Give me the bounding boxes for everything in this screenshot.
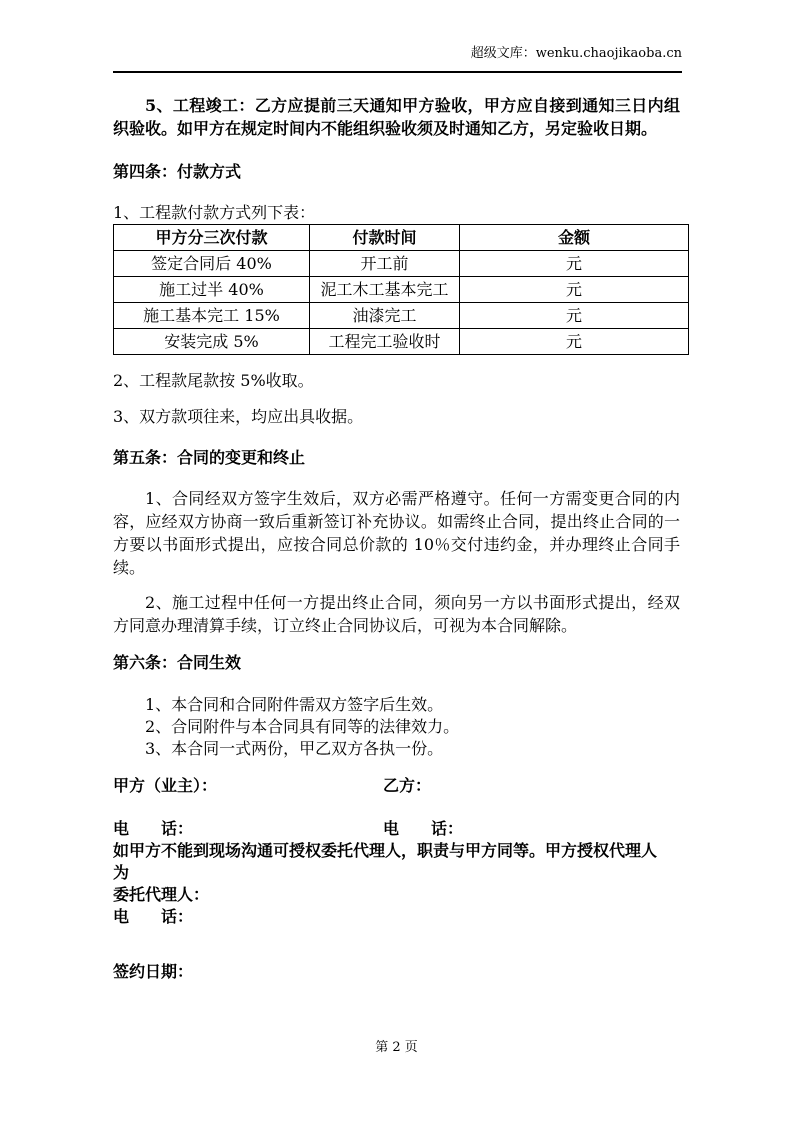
delegate-note-line2: 为	[113, 863, 130, 882]
party-a-label: 甲方（业主）：	[113, 776, 218, 795]
clause5-item1-paragraph: 1、合同经双方签字生效后，双方必需严格遵守。任何一方需变更合同的内容，应经双方协商一致后重新签订补充协议。如需终止合同，提出终止合同的一方要以书面形式提出，应按合同总价款的 10％交付违约金，并办理终止合同手续。	[113, 489, 680, 577]
clause3-item5-paragraph: 5、工程竣工：乙方应提前三天通知甲方验收，甲方应自接到通知三日内组织验收。如甲方在规定时间内不能组织验收须及时通知乙方，另定验收日期。	[113, 96, 680, 138]
clause6-item3: 3、本合同一式两份，甲乙双方各执一份。	[145, 739, 444, 758]
clause4-item1: 1、工程款付款方式列下表：	[113, 203, 316, 222]
document-body	[113, 94, 680, 983]
clause6-item2: 2、合同附件与本合同具有同等的法律效力。	[145, 717, 460, 736]
signature-party-row	[113, 774, 680, 797]
table-cell: 安装完成 5%	[114, 329, 310, 355]
clause4-item3: 3、双方款项往来，均应出具收据。	[113, 407, 364, 426]
clause4-item2: 2、工程款尾款按 5%收取。	[113, 371, 314, 390]
table-header-row	[114, 225, 689, 251]
table-row	[114, 277, 689, 303]
payment-schedule-table	[113, 224, 689, 355]
clause6-title: 第六条：合同生效	[113, 653, 242, 672]
page-header	[113, 46, 682, 73]
table-header-cell: 甲方分三次付款	[114, 225, 310, 251]
table-cell: 开工前	[310, 251, 460, 277]
table-row	[114, 329, 689, 355]
sign-date-label: 签约日期：	[113, 962, 194, 981]
page-number: 第 2 页	[375, 1040, 418, 1055]
table-row	[114, 251, 689, 277]
party-a-phone-label: 电 话：	[113, 819, 194, 838]
table-cell: 施工过半 40%	[114, 277, 310, 303]
signature-phone-row	[113, 817, 680, 840]
table-cell: 签定合同后 40%	[114, 251, 310, 277]
party-b-phone-label: 电 话：	[383, 819, 464, 838]
table-header-cell: 付款时间	[310, 225, 460, 251]
delegate-phone-label: 电 话：	[113, 907, 194, 926]
table-cell: 施工基本完工 15%	[114, 303, 310, 329]
party-b-label: 乙方：	[383, 776, 432, 795]
table-cell: 元	[460, 303, 689, 329]
header-site-label: 超级文库：wenku.chaojikaoba.cn	[470, 46, 682, 61]
table-row	[114, 303, 689, 329]
clause5-title: 第五条：合同的变更和终止	[113, 448, 306, 467]
table-cell: 元	[460, 251, 689, 277]
delegate-label: 委托代理人：	[113, 885, 210, 904]
table-cell: 油漆完工	[310, 303, 460, 329]
clause6-item1: 1、本合同和合同附件需双方签字后生效。	[145, 695, 444, 714]
clause6-items	[113, 694, 680, 760]
delegate-note-line1: 如甲方不能到现场沟通可授权委托代理人，职责与甲方同等。甲方授权代理人	[113, 841, 658, 860]
table-cell: 泥工木工基本完工	[310, 277, 460, 303]
table-cell: 工程完工验收时	[310, 329, 460, 355]
table-cell: 元	[460, 329, 689, 355]
table-cell: 元	[460, 277, 689, 303]
clause4-title: 第四条：付款方式	[113, 162, 242, 181]
table-header-cell: 金额	[460, 225, 689, 251]
clause5-item2-paragraph: 2、施工过程中任何一方提出终止合同，须向另一方以书面形式提出，经双方同意办理清算手续，订立终止合同协议后，可视为本合同解除。	[113, 593, 680, 635]
page-footer	[0, 1040, 793, 1056]
